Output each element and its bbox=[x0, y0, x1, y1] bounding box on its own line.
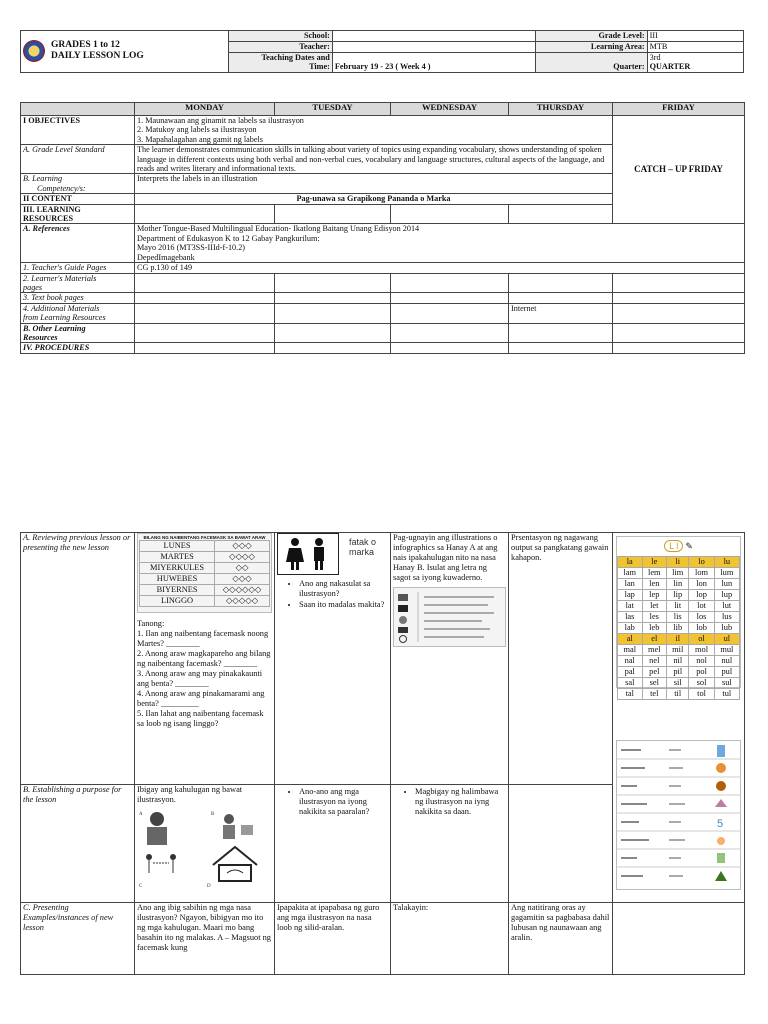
teachers-guide-value: CG p.130 of 149 bbox=[135, 263, 745, 273]
references-text bbox=[135, 224, 745, 263]
objective-item: 3. Mapahalagahan ang gamit ng labels bbox=[137, 134, 263, 144]
additional-cell-mon bbox=[135, 303, 275, 323]
mask-icons: ◇◇◇ bbox=[215, 574, 270, 585]
grade-level-label: Grade Level: bbox=[535, 31, 647, 42]
other-res-cell bbox=[509, 323, 613, 343]
mask-icons: ◇◇ bbox=[215, 563, 270, 574]
proc-cell bbox=[509, 343, 613, 353]
tb-cell bbox=[613, 293, 745, 303]
bullet-item: • Ano-ano ang mga ilustrasyon na iyong nakikita sa paaralan? bbox=[299, 787, 388, 817]
additional-materials-label bbox=[21, 303, 135, 323]
matching-instructions: Pag-ugnayin ang illustrations o infographics sa Hanay A at ang nais ipakahulugan nito na nasa Hanay B. Isulat ang letra ng sagot sa iyong kuwaderno. bbox=[393, 533, 498, 582]
content-text: Pag-unawa sa Grapikong Pananda o Marka bbox=[135, 194, 613, 204]
catch-up-friday: CATCH – UP FRIDAY bbox=[613, 116, 745, 224]
facemask-chart-image bbox=[137, 533, 272, 613]
illustration-instructions: Ibigay ang kahulugan ng bawat ilustrasyon. bbox=[137, 785, 243, 804]
chart-day: LUNES bbox=[140, 541, 215, 552]
learning-resources-label bbox=[21, 204, 135, 224]
reference-line: Mother Tongue-Based Multilingual Education- Ikatlong Baitang Unang Edisyon 2014 bbox=[137, 224, 420, 234]
svg-text:B: B bbox=[211, 812, 215, 817]
reference-line: DepedImagebank bbox=[137, 252, 195, 262]
syllable-grid: la le li lo lu lam lem lim lom lum lan len lin lon lun lap lep lip lop lup lat let lit lot lut las les lis los lus lab leb lib lob lub al el il ol ul mal mel mil mol mul nal nel nil nol nul pal pel pil pol pul sal sel sil sol sul tal tel til tol tul bbox=[617, 556, 740, 700]
day-friday: FRIDAY bbox=[613, 103, 745, 116]
other-res-cell bbox=[391, 323, 509, 343]
grade-level-standard-text: The learner demonstrates communication skills in talking about variety of topics using expanding vocabulary, shows understanding of spoken language in different contexts using both verbal and non-verbal cues, vocabulary and language structures, cultural aspects of the language, and reads and writes literary and informational texts. bbox=[135, 145, 613, 174]
learning-competency-label bbox=[21, 174, 135, 194]
syllable-badge-row bbox=[617, 540, 740, 552]
syllable-cell: lo bbox=[689, 557, 714, 568]
lm-cell bbox=[391, 273, 509, 293]
learning-competency-text: Interprets the labels in an illustration bbox=[135, 174, 613, 194]
grade-level-standard-label: A. Grade Level Standard bbox=[21, 145, 135, 174]
lm-cell bbox=[613, 273, 745, 293]
syllable-cell: ol bbox=[689, 634, 714, 645]
day-thursday: THURSDAY bbox=[509, 103, 613, 116]
tb-cell bbox=[509, 293, 613, 303]
syllable-cell: ul bbox=[714, 634, 739, 645]
chart-day: MARTES bbox=[140, 552, 215, 563]
question-item: 5. Ilan lahat ang naibentang facemask sa loob ng isang linggo? bbox=[137, 709, 264, 728]
sign-caption: fatak o marka bbox=[349, 537, 377, 557]
objective-item: 2. Matukoy ang labels sa ilustrasyon bbox=[137, 125, 257, 135]
day-wednesday: WEDNESDAY bbox=[391, 103, 509, 116]
proc-c-wednesday: Talakayin: bbox=[391, 903, 509, 975]
other-resources-label bbox=[21, 323, 135, 343]
proc-c-monday: Ano ang ibig sabihin ng mga nasa ilustrasyon? Ngayon, bibigyan mo ito ng mga kahulugan. Maari mo bang basahin ito ng malakas. A – Magsuot ng facemask kung bbox=[135, 903, 275, 975]
additional-label-line-1: 4. Additional Materials bbox=[23, 303, 100, 313]
references-label: A. References bbox=[21, 224, 135, 263]
infographic-icons bbox=[394, 588, 502, 644]
other-res-cell bbox=[135, 323, 275, 343]
quarter-value bbox=[647, 53, 743, 73]
lm-cell bbox=[275, 273, 391, 293]
tb-cell bbox=[391, 293, 509, 303]
other-res-label-line-2: Resources bbox=[23, 332, 58, 342]
pencil-icon: ✎ bbox=[685, 541, 693, 551]
objectives-label: I OBJECTIVES bbox=[21, 116, 135, 145]
teaching-dates-label bbox=[228, 53, 332, 73]
proc-cell bbox=[613, 343, 745, 353]
word-picture-icons bbox=[617, 741, 741, 887]
syllable-cell: le bbox=[642, 557, 667, 568]
svg-text:5: 5 bbox=[717, 818, 724, 830]
dates-label-line-1: Teaching Dates and bbox=[261, 53, 330, 62]
svg-text:D: D bbox=[207, 884, 211, 889]
lesson-log-table bbox=[20, 102, 745, 354]
additional-cell-thu: Internet bbox=[509, 303, 613, 323]
syllable-chart-image bbox=[616, 536, 741, 698]
chart-day: MIYERKULES bbox=[140, 563, 215, 574]
facemask-chart-title: BILANG NG NAIBENTANG FACEMASK SA BAWAT ARAW bbox=[143, 535, 266, 540]
syllable-cell: lu bbox=[714, 557, 739, 568]
syllable-cell: el bbox=[642, 634, 667, 645]
resources-cell-tue bbox=[275, 204, 391, 224]
proc-cell bbox=[391, 343, 509, 353]
question-item: 3. Anong araw ang may pinakakaunti ang benta? ________ bbox=[137, 669, 263, 688]
question-item: 4. Anong araw ang pinakamarami ang benta? _________ bbox=[137, 689, 265, 708]
word-picture-chart-image bbox=[616, 740, 741, 890]
tue-b-list bbox=[277, 787, 388, 817]
dates-label-line-2: Time: bbox=[309, 62, 330, 72]
learning-area-value: MTB bbox=[647, 42, 743, 53]
restroom-sign-icon bbox=[277, 533, 339, 575]
lm-cell bbox=[135, 273, 275, 293]
proc-b-wednesday bbox=[391, 785, 509, 903]
deped-seal-icon bbox=[23, 40, 45, 62]
procedures-table bbox=[20, 532, 745, 975]
additional-cell-fri bbox=[613, 303, 745, 323]
reference-line: Mayo 2016 (MT3SS-IIId-f-10.2) bbox=[137, 243, 246, 253]
mask-icons: ◇◇◇◇ bbox=[215, 552, 270, 563]
resources-cell-thu bbox=[509, 204, 613, 224]
proc-b-thursday bbox=[509, 785, 613, 903]
resources-cell-mon bbox=[135, 204, 275, 224]
mask-icons: ◇◇◇ bbox=[215, 541, 270, 552]
quarter-label: Quarter: bbox=[535, 53, 647, 73]
proc-a-monday bbox=[135, 533, 275, 785]
proc-c-friday bbox=[613, 903, 745, 975]
lm-label-line-1: 2. Learner's Materials bbox=[23, 273, 97, 283]
teaching-dates-value: February 19 - 23 ( Week 4 ) bbox=[332, 53, 535, 73]
proc-c-thursday: Ang natitirang oras ay gagamitin sa pagbabasa dahil lubusan ng naunawaan ang aralin. bbox=[509, 903, 613, 975]
proc-a-friday bbox=[613, 533, 745, 903]
restroom-sign-image bbox=[277, 533, 388, 577]
textbook-pages-label: 3. Text book pages bbox=[21, 293, 135, 303]
proc-a-wednesday bbox=[391, 533, 509, 785]
additional-cell-tue bbox=[275, 303, 391, 323]
title-line-2: DAILY LESSON LOG bbox=[51, 51, 144, 62]
resources-label-line-2: RESOURCES bbox=[23, 214, 74, 224]
proc-c-label: C. Presenting Examples/instances of new lesson bbox=[21, 903, 135, 975]
proc-a-thursday: Prsentasyon ng nagawang output sa pangkatang gawain kahapon. bbox=[509, 533, 613, 785]
header-table bbox=[20, 30, 744, 73]
document-title bbox=[51, 40, 144, 62]
proc-cell bbox=[275, 343, 391, 353]
syllable-cell: al bbox=[618, 634, 643, 645]
chart-day: LINGGO bbox=[140, 596, 215, 607]
tb-cell bbox=[135, 293, 275, 303]
grade-level-value: III bbox=[647, 31, 743, 42]
question-item: 1. Ilan ang naibentang facemask noong Martes? ________ bbox=[137, 629, 269, 648]
learners-materials-label bbox=[21, 273, 135, 293]
svg-text:C: C bbox=[139, 884, 143, 889]
syllable-badge: L l bbox=[664, 540, 683, 552]
school-value bbox=[332, 31, 535, 42]
syllable-cell: il bbox=[667, 634, 689, 645]
objective-item: 1. Maunawaan ang ginamit na labels sa ilustrasyon bbox=[137, 116, 304, 125]
wed-b-list bbox=[393, 787, 506, 817]
chart-day: BIYERNES bbox=[140, 585, 215, 596]
learning-area-label: Learning Area: bbox=[535, 42, 647, 53]
tue-a-questions bbox=[277, 579, 388, 610]
bullet-item: • Saan ito madalas makita? bbox=[299, 600, 388, 610]
tb-cell bbox=[275, 293, 391, 303]
proc-a-tuesday bbox=[275, 533, 391, 785]
syllable-cell: li bbox=[667, 557, 689, 568]
procedures-label: IV. PROCEDURES bbox=[21, 343, 135, 353]
lm-label-line-2: pages bbox=[23, 282, 43, 292]
day-monday: MONDAY bbox=[135, 103, 275, 116]
objectives-list bbox=[135, 116, 613, 145]
other-res-label-line-1: B. Other Learning bbox=[23, 323, 86, 333]
illustration-set-icons bbox=[137, 807, 269, 891]
competency-label-line-2: Competency/s: bbox=[37, 183, 86, 193]
proc-a-label: A. Reviewing previous lesson or presenting the new lesson bbox=[21, 533, 135, 785]
day-tuesday: TUESDAY bbox=[275, 103, 391, 116]
bullet-item: • Ano ang nakasulat sa ilustrasyon? bbox=[299, 579, 388, 599]
other-res-cell bbox=[275, 323, 391, 343]
quarter-word: QUARTER bbox=[649, 62, 691, 72]
chart-day: HUWEBES bbox=[140, 574, 215, 585]
syllable-cell: la bbox=[618, 557, 643, 568]
competency-label-line-1: B. Learning bbox=[23, 174, 63, 184]
proc-b-tuesday bbox=[275, 785, 391, 903]
lm-cell bbox=[509, 273, 613, 293]
resources-cell-wed bbox=[391, 204, 509, 224]
tanong-heading: Tanong: bbox=[137, 619, 165, 628]
matching-infographic-image bbox=[393, 587, 506, 647]
teachers-guide-label: 1. Teacher's Guide Pages bbox=[21, 263, 135, 273]
corner-cell bbox=[21, 103, 135, 116]
facemask-chart-grid bbox=[139, 540, 270, 607]
quarter-number: 3rd bbox=[649, 53, 661, 62]
teacher-value bbox=[332, 42, 535, 53]
proc-c-tuesday: Ipapakita at ipapabasa ng guro ang mga ilustrasyon na nasa loob ng silid-aralan. bbox=[275, 903, 391, 975]
mask-icons: ◇◇◇◇◇◇ bbox=[215, 585, 270, 596]
proc-b-label: B. Establishing a purpose for the lesson bbox=[21, 785, 135, 903]
header-title-cell bbox=[21, 31, 229, 73]
proc-cell bbox=[135, 343, 275, 353]
reference-line: Department of Edukasyon K to 12 Gabay Pangkurilum: bbox=[137, 233, 320, 243]
teacher-label: Teacher: bbox=[228, 42, 332, 53]
bullet-item: • Magbigay ng halimbawa ng ilustrasyon na iyng nakikita sa daan. bbox=[415, 787, 506, 817]
other-res-cell bbox=[613, 323, 745, 343]
resources-label-line-1: III. LEARNING bbox=[23, 204, 81, 214]
additional-cell-wed bbox=[391, 303, 509, 323]
svg-text:A: A bbox=[139, 812, 143, 817]
proc-b-monday bbox=[135, 785, 275, 903]
question-item: 2. Anong araw magkapareho ang bilang ng naibentang facemask? ________ bbox=[137, 649, 271, 668]
title-line-1: GRADES 1 to 12 bbox=[51, 40, 120, 51]
additional-label-line-2: from Learning Resources bbox=[23, 313, 106, 323]
mask-icons: ◇◇◇◇◇ bbox=[215, 596, 270, 607]
school-label: School: bbox=[228, 31, 332, 42]
content-label: II CONTENT bbox=[21, 194, 135, 204]
